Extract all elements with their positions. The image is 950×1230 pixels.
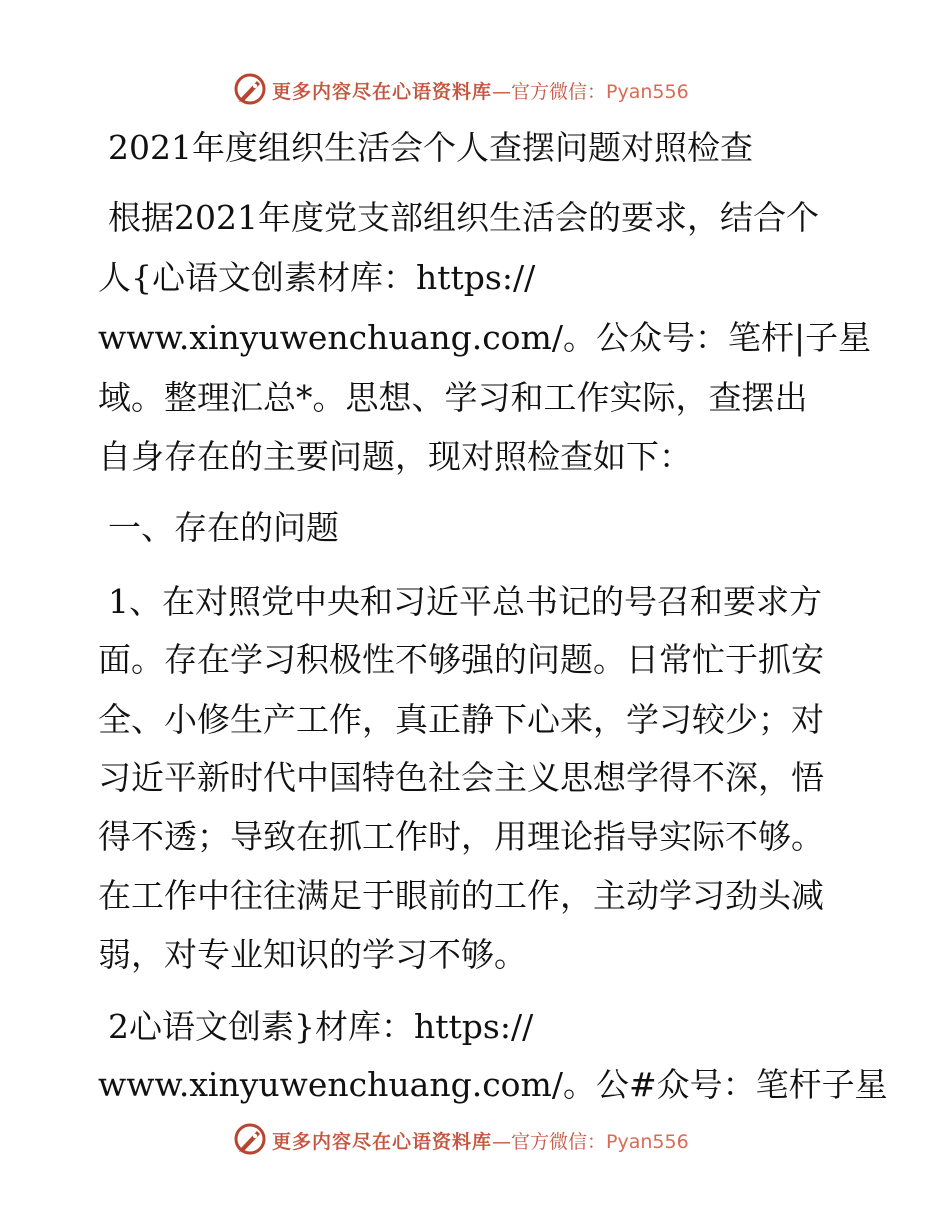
item2-line-2: www.xinyuwenchuang.com/。公#众号：笔杆子星 <box>98 1065 888 1104</box>
intro-line-3: www.xinyuwenchuang.com/。公众号：笔杆|子星 <box>98 318 872 357</box>
document-title: 2021年度组织生活会个人查摆问题对照检查 <box>108 128 753 167</box>
item1-line-4: 习近平新时代中国特色社会主义思想学得不深，悟 <box>98 758 824 797</box>
intro-line-2: 人{心语文创素材库：https:// <box>98 258 536 297</box>
item2-line-1: 2心语文创素}材库：https:// <box>108 1007 534 1046</box>
banner-wechat-label: 官方微信： <box>511 1131 607 1153</box>
intro-line-4: 域。整理汇总*。思想、学习和工作实际，查摆出 <box>98 378 808 417</box>
banner-wechat-id: Pyan556 <box>606 1131 689 1153</box>
pen-logo-icon <box>233 72 267 106</box>
item1-line-1: 1、在对照党中央和习近平总书记的号召和要求方 <box>108 582 822 621</box>
section-heading: 一、存在的问题 <box>108 508 339 547</box>
banner-wechat-id: Pyan556 <box>606 81 689 103</box>
item1-line-7: 弱，对专业知识的学习不够。 <box>98 935 527 974</box>
banner-wechat-label: 官方微信： <box>511 81 607 103</box>
item1-line-5: 得不透；导致在抓工作时，用理论指导实际不够。 <box>98 817 824 856</box>
banner-dash: — <box>492 81 512 103</box>
intro-line-5: 自身存在的主要问题，现对照检查如下： <box>98 437 692 476</box>
banner-main-text: 更多内容尽在心语资料库 <box>272 1131 493 1153</box>
intro-line-1: 根据2021年度党支部组织生活会的要求，结合个 <box>108 198 819 237</box>
item1-line-3: 全、小修生产工作，真正静下心来，学习较少；对 <box>98 700 824 739</box>
banner-main-text: 更多内容尽在心语资料库 <box>272 81 493 103</box>
footer-banner <box>0 1120 950 1160</box>
item1-line-2: 面。存在学习积极性不够强的问题。日常忙于抓安 <box>98 640 824 679</box>
header-banner <box>0 70 950 110</box>
banner-dash: — <box>492 1131 512 1153</box>
pen-logo-icon <box>233 1122 267 1156</box>
item1-line-6: 在工作中往往满足于眼前的工作，主动学习劲头减 <box>98 876 824 915</box>
